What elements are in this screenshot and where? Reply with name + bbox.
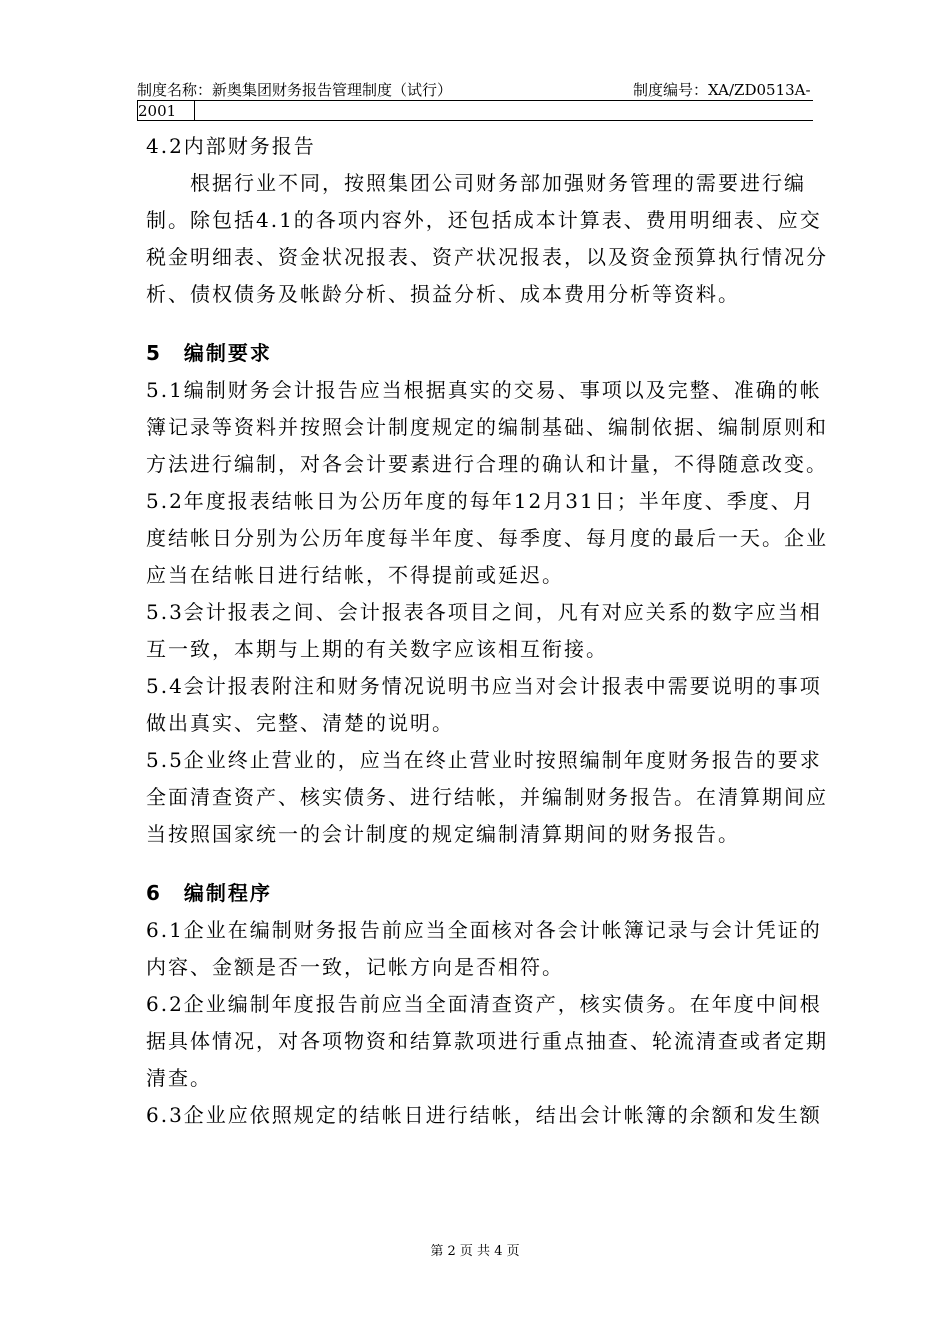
paragraph-6-1: 6.1企业在编制财务报告前应当全面核对各会计帐簿记录与会计凭证的内容、金额是否一致，记帐方向是否相符。 — [146, 918, 822, 979]
paragraph-6-2: 6.2企业编制年度报告前应当全面清查资产，核实债务。在年度中间根据具体情况，对各项物资和结算款项进行重点抽查、轮流清查或者定期清查。 — [146, 992, 828, 1090]
paragraph-5-5: 5.5企业终止营业的，应当在终止营业时按照编制年度财务报告的要求全面清查资产、核实债务、进行结帐，并编制财务报告。在清算期间应当按照国家统一的会计制度的规定编制清算期间的财务报告。 — [146, 748, 828, 846]
paragraph-6-3: 6.3企业应依照规定的结帐日进行结帐，结出会计帐簿的余额和发生额 — [146, 1103, 822, 1127]
section-6-heading: 6 编制程序 — [146, 881, 272, 905]
header-line — [137, 80, 813, 101]
paragraph-5-2: 5.2年度报表结帐日为公历年度的每年12月31日；半年度、季度、月度结帐日分别为公历年度每半年度、每季度、每月度的最后一天。企业应当在结帐日进行结帐，不得提前或延迟。 — [146, 489, 828, 587]
document-header — [137, 80, 813, 121]
paragraph-5-3: 5.3会计报表之间、会计报表各项目之间，凡有对应关系的数字应当相互一致，本期与上期的有关数字应该相互衔接。 — [146, 600, 822, 661]
regulation-code-continued: 2001 — [137, 101, 195, 120]
section-5-heading: 5 编制要求 — [146, 341, 272, 365]
section-4-2-paragraph: 根据行业不同，按照集团公司财务部加强财务管理的需要进行编制。除包括4.1的各项内容外，还包括成本计算表、费用明细表、应交税金明细表、资金状况报表、资产状况报表，以及资金预算执行情况分析、债权债务及帐龄分析、损益分析、成本费用分析等资料。 — [146, 171, 828, 306]
paragraph-5-1: 5.1编制财务会计报告应当根据真实的交易、事项以及完整、准确的帐簿记录等资料并按照会计制度规定的编制基础、编制依据、编制原则和方法进行编制，对各会计要素进行合理的确认和计量，不得随意改变。 — [146, 378, 828, 476]
document-body — [146, 128, 828, 1134]
section-4-2-title: 4.2内部财务报告 — [146, 134, 316, 158]
paragraph-5-4: 5.4会计报表附注和财务情况说明书应当对会计报表中需要说明的事项做出真实、完整、清楚的说明。 — [146, 674, 822, 735]
page-number: 第 2 页 共 4 页 — [430, 1244, 520, 1259]
regulation-name: 制度名称：新奥集团财务报告管理制度（试行） — [137, 81, 453, 99]
page-footer — [0, 1243, 950, 1261]
regulation-code: 制度编号：XA/ZD0513A- — [633, 81, 811, 99]
